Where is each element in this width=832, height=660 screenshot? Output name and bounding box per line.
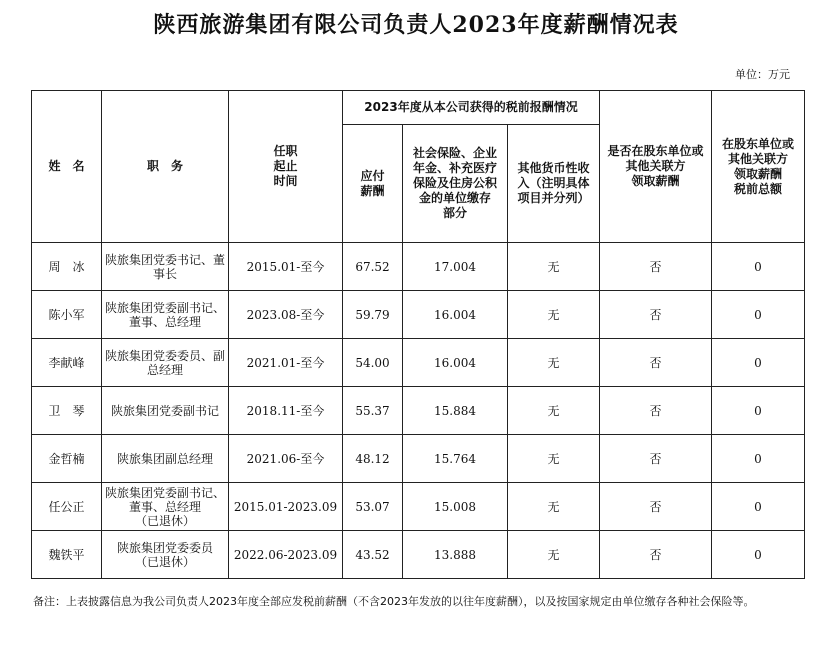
cell-tenure: 2015.01-至今 [229, 243, 343, 291]
cell-amount: 0 [712, 339, 805, 387]
cell-name: 魏铁平 [32, 531, 102, 579]
cell-other: 无 [508, 531, 600, 579]
cell-tenure: 2018.11-至今 [229, 387, 343, 435]
table-row [32, 339, 805, 387]
cell-tenure: 2021.01-至今 [229, 339, 343, 387]
cell-other: 无 [508, 339, 600, 387]
cell-social: 16.004 [403, 291, 508, 339]
cell-name: 周 冰 [32, 243, 102, 291]
cell-social: 17.004 [403, 243, 508, 291]
cell-salary: 48.12 [343, 435, 403, 483]
cell-flag: 否 [600, 291, 712, 339]
table-row [32, 243, 805, 291]
cell-name: 李献峰 [32, 339, 102, 387]
cell-position: 陕旅集团党委委员、副 总经理 [102, 339, 229, 387]
cell-position: 陕旅集团党委副书记、 董事、总经理 [102, 291, 229, 339]
cell-social: 15.764 [403, 435, 508, 483]
cell-position: 陕旅集团副总经理 [102, 435, 229, 483]
cell-name: 任公正 [32, 483, 102, 531]
header-social: 社会保险、企业 年金、补充医疗 保险及住房公积 金的单位缴存 部分 [403, 125, 508, 243]
cell-other: 无 [508, 387, 600, 435]
cell-salary: 59.79 [343, 291, 403, 339]
cell-other: 无 [508, 483, 600, 531]
cell-name: 卫 琴 [32, 387, 102, 435]
cell-name: 陈小军 [32, 291, 102, 339]
page-title: 陕西旅游集团有限公司负责人2023年度薪酬情况表 [153, 12, 679, 38]
table-row [32, 435, 805, 483]
cell-social: 15.008 [403, 483, 508, 531]
table-row [32, 291, 805, 339]
cell-social: 13.888 [403, 531, 508, 579]
cell-salary: 54.00 [343, 339, 403, 387]
cell-salary: 55.37 [343, 387, 403, 435]
cell-tenure: 2022.06-2023.09 [229, 531, 343, 579]
unit-label: 单位：万元 [735, 68, 790, 81]
cell-other: 无 [508, 291, 600, 339]
header-shareholder-amount: 在股东单位或 其他关联方 领取薪酬 税前总额 [712, 91, 805, 243]
cell-amount: 0 [712, 387, 805, 435]
cell-flag: 否 [600, 483, 712, 531]
cell-position: 陕旅集团党委书记、董 事长 [102, 243, 229, 291]
header-group: 2023年度从本公司获得的税前报酬情况 [343, 91, 600, 125]
cell-amount: 0 [712, 243, 805, 291]
cell-amount: 0 [712, 531, 805, 579]
cell-salary: 43.52 [343, 531, 403, 579]
header-position: 职 务 [102, 91, 229, 243]
salary-table [31, 90, 805, 579]
cell-other: 无 [508, 243, 600, 291]
cell-position: 陕旅集团党委委员 （已退休） [102, 531, 229, 579]
footnote: 备注：上表披露信息为我公司负责人2023年度全部应发税前薪酬（不含2023年发放的以往年度薪酬），以及按国家规定由单位缴存各种社会保险等。 [33, 595, 755, 608]
header-tenure: 任职 起止 时间 [229, 91, 343, 243]
header-name: 姓 名 [32, 91, 102, 243]
table-row [32, 387, 805, 435]
cell-other: 无 [508, 435, 600, 483]
cell-flag: 否 [600, 243, 712, 291]
cell-tenure: 2015.01-2023.09 [229, 483, 343, 531]
header-other: 其他货币性收 入（注明具体 项目并分列） [508, 125, 600, 243]
table-row [32, 531, 805, 579]
cell-social: 16.004 [403, 339, 508, 387]
cell-salary: 67.52 [343, 243, 403, 291]
cell-amount: 0 [712, 291, 805, 339]
cell-social: 15.884 [403, 387, 508, 435]
cell-flag: 否 [600, 531, 712, 579]
cell-amount: 0 [712, 435, 805, 483]
cell-flag: 否 [600, 387, 712, 435]
cell-position: 陕旅集团党委副书记、 董事、总经理 （已退休） [102, 483, 229, 531]
cell-tenure: 2021.06-至今 [229, 435, 343, 483]
cell-tenure: 2023.08-至今 [229, 291, 343, 339]
cell-salary: 53.07 [343, 483, 403, 531]
cell-flag: 否 [600, 339, 712, 387]
header-shareholder-flag: 是否在股东单位或 其他关联方 领取薪酬 [600, 91, 712, 243]
cell-name: 金哲楠 [32, 435, 102, 483]
header-salary: 应付 薪酬 [343, 125, 403, 243]
cell-flag: 否 [600, 435, 712, 483]
cell-position: 陕旅集团党委副书记 [102, 387, 229, 435]
table-row [32, 483, 805, 531]
cell-amount: 0 [712, 483, 805, 531]
